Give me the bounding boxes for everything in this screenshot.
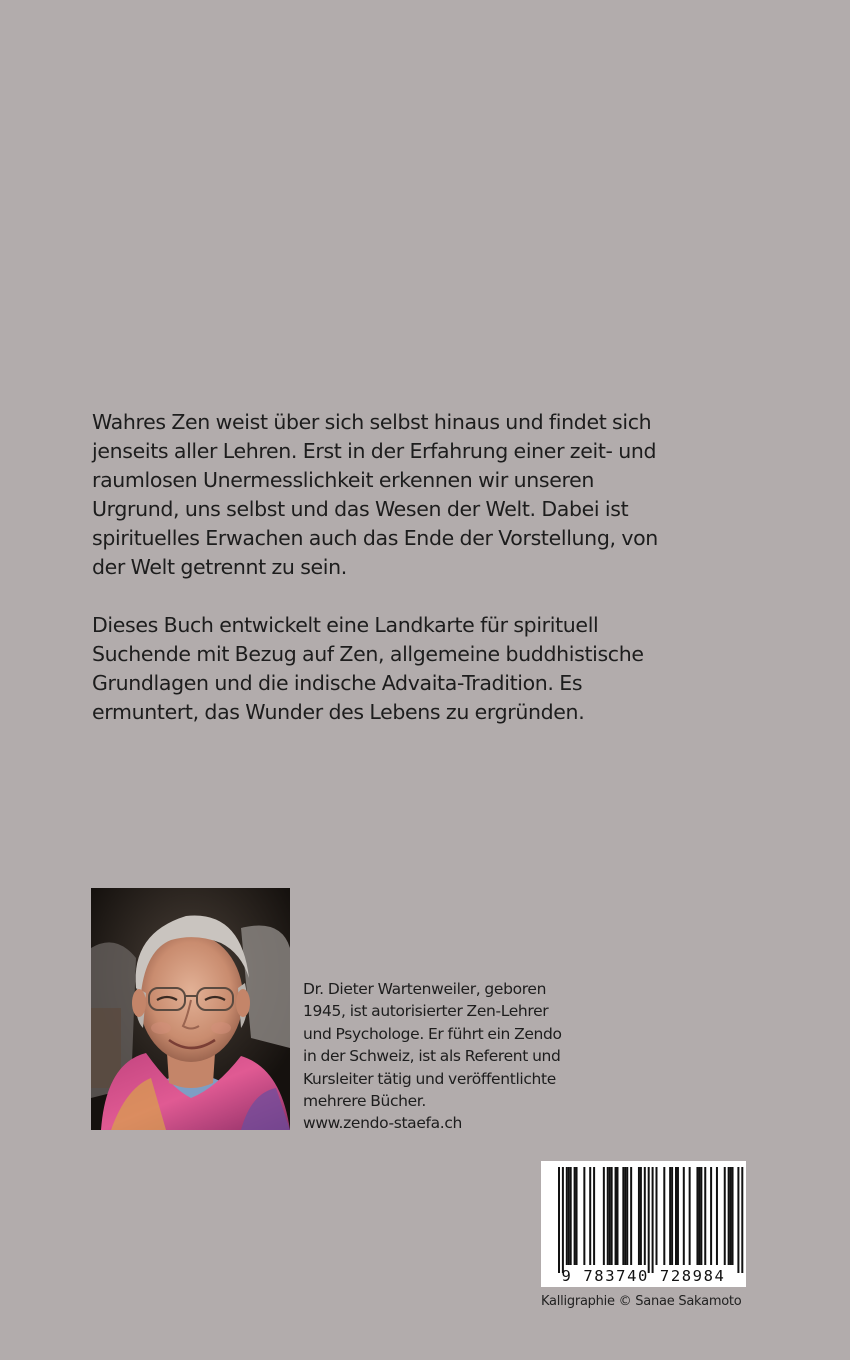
barcode-bar: [704, 1167, 706, 1265]
barcode-bar: [675, 1167, 677, 1265]
author-bio: [303, 978, 603, 1135]
bio-line: mehrere Bücher.: [303, 1092, 426, 1111]
author-photo: [91, 888, 290, 1130]
barcode-bar: [677, 1167, 679, 1265]
barcode-bar: [615, 1167, 617, 1265]
barcode-bar: [609, 1167, 611, 1265]
barcode-bar: [689, 1167, 691, 1265]
barcode-bar: [741, 1167, 743, 1273]
bio-line: Dr. Dieter Wartenweiler, geboren: [303, 980, 547, 998]
barcode-bar: [683, 1167, 685, 1265]
barcode-bar: [696, 1167, 698, 1265]
barcode-bar: [671, 1167, 673, 1265]
blurb-line: raumlosen Unermesslichkeit erkennen wir unseren: [92, 468, 594, 492]
barcode-bar: [732, 1167, 734, 1265]
barcode-bar: [622, 1167, 624, 1265]
isbn-digits: 9 783740 728984: [561, 1267, 726, 1285]
author-website: www.zendo-staefa.ch: [303, 1114, 462, 1133]
bio-line: und Psychologe. Er führt ein Zendo: [303, 1024, 562, 1043]
barcode-bar: [737, 1167, 739, 1273]
blurb-line: jenseits aller Lehren. Erst in der Erfahrung einer zeit- und: [92, 439, 657, 463]
barcode-bar: [728, 1167, 730, 1265]
blurb-line: Urgrund, uns selbst und das Wesen der Welt. Dabei ist: [92, 497, 629, 521]
barcode-bar: [698, 1167, 700, 1265]
barcode-bar: [617, 1167, 619, 1265]
isbn-barcode: [541, 1161, 746, 1287]
barcode-bar: [576, 1167, 578, 1265]
blurb-line: Dieses Buch entwickelt eine Landkarte für spirituell: [92, 613, 599, 637]
blurb-line: spirituelles Erwachen auch das Ende der Vorstellung, von: [92, 526, 658, 550]
barcode-bar: [652, 1167, 654, 1273]
blurb-line: ermuntert, das Wunder des Lebens zu ergründen.: [92, 700, 585, 724]
blurb-line: Grundlagen und die indische Advaita-Tradition. Es: [92, 671, 583, 695]
barcode-bar: [624, 1167, 626, 1265]
barcode-bar: [640, 1167, 642, 1265]
barcode-bar: [644, 1167, 646, 1265]
barcode-bar: [589, 1167, 591, 1265]
barcode-bar: [574, 1167, 576, 1265]
barcode-bar: [710, 1167, 712, 1265]
barcode-bar: [630, 1167, 632, 1265]
blurb-paragraph-1: [92, 408, 692, 582]
barcode-bar: [568, 1167, 570, 1265]
barcode-bar: [724, 1167, 726, 1265]
barcode-bar: [638, 1167, 640, 1265]
barcode-bar: [716, 1167, 718, 1265]
blurb-line: Wahres Zen weist über sich selbst hinaus und findet sich: [92, 410, 652, 434]
barcode-bar: [562, 1167, 564, 1273]
back-cover-blurb: [92, 408, 692, 756]
blurb-line: Suchende mit Bezug auf Zen, allgemeine buddhistische: [92, 642, 644, 666]
barcode-bar: [593, 1167, 595, 1265]
calligraphy-credit: Kalligraphie © Sanae Sakamoto: [541, 1294, 742, 1309]
barcode-bar: [669, 1167, 671, 1265]
barcode-bar: [700, 1167, 702, 1265]
barcode-bar: [626, 1167, 628, 1265]
barcode-bar: [656, 1167, 658, 1265]
blurb-line: der Welt getrennt zu sein.: [92, 555, 347, 579]
bio-line: in der Schweiz, ist als Referent und: [303, 1047, 561, 1066]
barcode-bar: [583, 1167, 585, 1265]
barcode-bar: [603, 1167, 605, 1265]
author-portrait-illustration: [91, 888, 290, 1130]
barcode-bar: [730, 1167, 732, 1265]
bio-line: 1945, ist autorisierter Zen-Lehrer: [303, 1002, 549, 1021]
barcode-bar: [663, 1167, 665, 1265]
barcode-bar: [607, 1167, 609, 1265]
barcode-bar: [611, 1167, 613, 1265]
barcode-bar: [566, 1167, 568, 1265]
bio-line: Kursleiter tätig und veröffentlichte: [303, 1069, 556, 1088]
barcode-bar: [648, 1167, 650, 1273]
barcode-bar: [558, 1167, 560, 1273]
barcode-bar: [570, 1167, 572, 1265]
blurb-paragraph-2: [92, 611, 692, 727]
